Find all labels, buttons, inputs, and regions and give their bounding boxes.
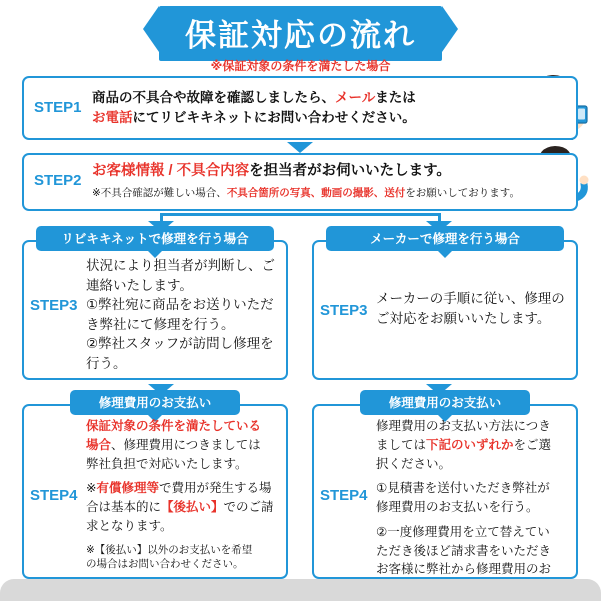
step1-line2a: お電話: [92, 109, 133, 125]
step2-text: [92, 161, 522, 200]
step4-right-p1d: をご選: [513, 437, 552, 452]
step1-line1b: メール: [335, 90, 376, 105]
step4-left-p3b: の場合はお問い合わせください。: [86, 557, 244, 570]
page-title: 保証対応の流れ: [159, 6, 442, 61]
step4-left-p2a: ※: [86, 481, 97, 496]
step3-left-text: [86, 256, 282, 373]
step4-left-p1c: 、修理費用につきましては: [111, 437, 261, 452]
step3-left-line-4: き弊社にて修理を行う。: [86, 316, 235, 332]
step4-left-p3a: ※【後払い】以外のお支払いを希望: [86, 543, 253, 556]
step4-left-p2g: 求となります。: [86, 518, 173, 533]
page-title-wrap: [0, 6, 601, 61]
step2-line1a: お客様情報 / 不具合内容: [92, 163, 250, 179]
step4-left-p2f: でのご請: [223, 500, 274, 514]
step4-left-p2e: 【後払い】: [161, 500, 224, 514]
arrow-step1-step2: [287, 142, 313, 153]
step1-line1c: または: [375, 90, 416, 105]
step1-text: [92, 88, 512, 127]
step3-left-line-2: 連絡いたします。: [86, 277, 193, 293]
step4-left-p2d: 合は基本的に: [86, 500, 162, 514]
step4-left-p2c: で費用が発生する場: [159, 481, 272, 496]
bottom-band: [0, 579, 601, 601]
step3-right-line-2: ご対応をお願いいたします。: [376, 310, 551, 326]
step4-right-p1b: ましては: [376, 437, 427, 452]
step1-label: STEP1: [34, 99, 82, 116]
step3-left-line-3: ①弊社宛に商品をお送りいただ: [86, 297, 274, 313]
step4-left-p1d: 弊社負担で対応いたします。: [86, 456, 248, 471]
step4-left-p1b: 場合: [86, 437, 112, 452]
step4-right-p1c: 下記のいずれか: [426, 437, 514, 452]
step4-left-text: [86, 417, 284, 571]
step3-right-ribbon: メーカーで修理を行う場合: [326, 226, 564, 251]
step4-right-p3-1: ②一度修理費用を立て替えてい: [376, 524, 550, 539]
step3-left-line-1: 状況により担当者が判断し、ご: [86, 258, 275, 273]
step2-note-c: をお願いしております。: [405, 187, 520, 200]
step4-right-p1e: 択ください。: [376, 456, 452, 471]
step1-line2b: にてリビキキネットにお問い合わせください。: [132, 109, 416, 125]
step3-right-line-1: メーカーの手順に従い、修理の: [376, 291, 565, 306]
step4-left-p1a: 保証対象の条件を満たしている: [86, 419, 262, 433]
step4-left-ribbon: 修理費用のお支払い: [70, 390, 240, 415]
step3-right-text: [376, 289, 572, 328]
step3-right-label: STEP3: [320, 302, 368, 319]
step4-left-p2b: 有償修理等: [96, 481, 159, 496]
step4-left-label: STEP4: [30, 487, 78, 504]
step4-right-p3-3: お客様に弊社から修理費用のお: [376, 562, 552, 577]
step1-line1a: 商品の不具合や故障を確認しましたら、: [92, 90, 335, 105]
step4-right-ribbon: 修理費用のお支払い: [360, 390, 530, 415]
step2-label: STEP2: [34, 172, 82, 189]
branch-connector-horizontal: [160, 213, 441, 216]
step4-right-p2-2: 修理費用のお支払いを行う。: [376, 500, 539, 514]
step3-left-line-6: 行う。: [86, 355, 127, 371]
step4-right-text: [376, 417, 574, 598]
step4-right-p2-1: ①見積書を送付いただき弊社が: [376, 481, 550, 496]
step3-left-line-5: ②弊社スタッフが訪問し修理を: [86, 336, 274, 352]
step4-right-label: STEP4: [320, 487, 368, 504]
step3-left-ribbon: リビキキネットで修理を行う場合: [36, 226, 274, 251]
page-subtitle: ※保証対象の条件を満たした場合: [210, 59, 391, 73]
step2-note-a: ※不具合確認が難しい場合、: [92, 187, 227, 200]
step3-left-label: STEP3: [30, 297, 78, 314]
step2-line1b: を担当者がお伺いいたします。: [249, 163, 451, 179]
step4-right-p3-2: ただき後ほど請求書をいただき: [376, 543, 552, 558]
step4-right-p1a: 修理費用のお支払い方法につき: [376, 419, 551, 433]
step2-note-b: 不具合箇所の写真、動画の撮影、送付: [226, 187, 406, 200]
